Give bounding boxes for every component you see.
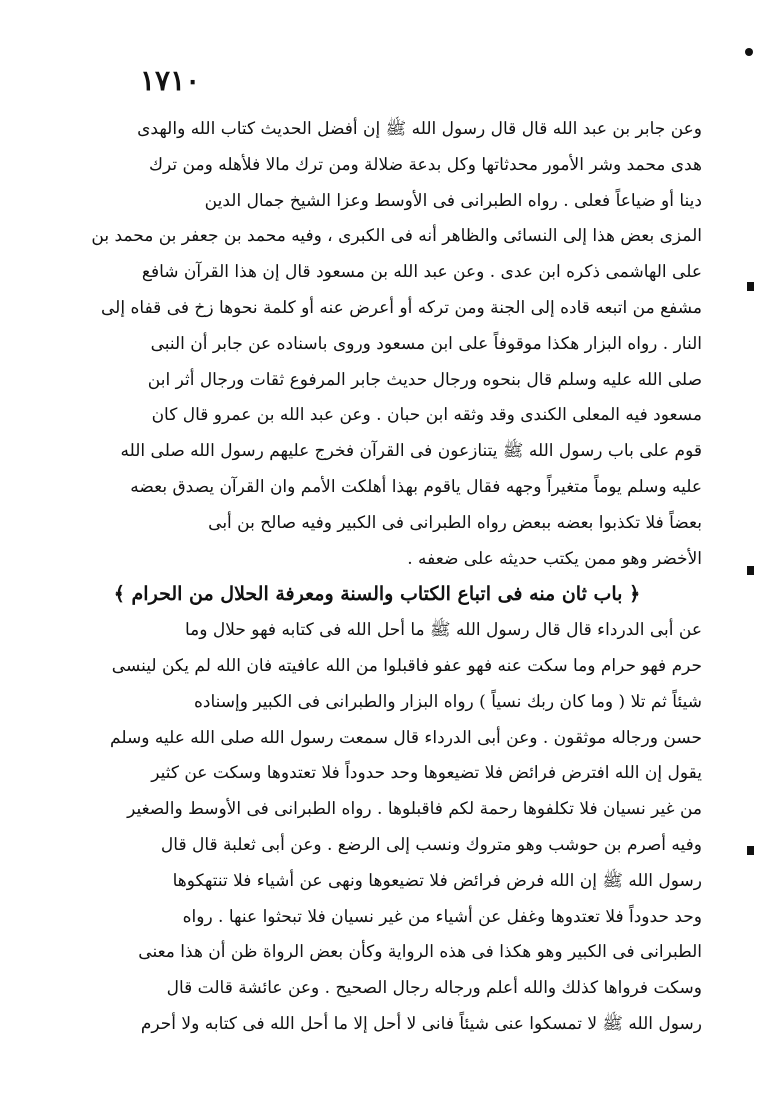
text-line: على الهاشمى ذكره ابن عدى . وعن عبد الله بن مسعود قال إن هذا القرآن شافع (141, 262, 702, 283)
text-line: وسكت فرواها كذلك والله أعلم ورجاله رجال الصحيح . وعن عائشة قالت قال (166, 978, 702, 999)
text-line: دينا أو ضياعاً فعلى . رواه الطبرانى فى الأوسط وعزا الشيخ جمال الدين (204, 190, 702, 211)
text-line: من غير نسيان فلا تكلفوها رحمة لكم فاقبلوها . رواه الطبرانى فى الأوسط والصغير (127, 799, 702, 820)
text-line: قوم على باب رسول الله ﷺ يتنازعون فى القرآن فخرج عليهم رسول الله صلى الله (120, 441, 702, 462)
scan-mark (747, 566, 754, 575)
text-line: حسن ورجاله موثقون . وعن أبى الدرداء قال سمعت رسول الله صلى الله عليه وسلم (110, 727, 702, 748)
text-line: هدى محمد وشر الأمور محدثاتها وكل بدعة ضلالة ومن ترك مالا فلأهله ومن ترك (149, 154, 702, 175)
text-line: حرم فهو حرام وما سكت عنه فهو عفو فاقبلوا من الله عافيته فان الله لم يكن لينسى (111, 655, 702, 676)
text-line: وفيه أصرم بن حوشب وهو متروك ونسب إلى الرضع . وعن أبى ثعلبة قال قال (160, 834, 702, 855)
text-line: وعن جابر بن عبد الله قال قال رسول الله ﷺ إن أفضل الحديث كتاب الله والهدى (137, 119, 702, 139)
text-line: الطبرانى فى الكبير وهو هكذا فى هذه الرواية وكأن بعض الرواة ظن أن هذا معنى (138, 942, 702, 963)
text-line: المزى بعض هذا إلى النسائى والظاهر أنه فى الكبرى ، وفيه محمد بن جعفر بن محمد بن (91, 226, 702, 247)
page-text (52, 112, 702, 1043)
scan-mark (747, 846, 754, 855)
text-line: مشفع من اتبعه قاده إلى الجنة ومن تركه أو أعرض عنه أو كلمة نحوها زخ فى قفاه إلى (101, 297, 702, 318)
text-line: مسعود فيه المعلى الكندى وقد وثقه ابن حبان . وعن عبد الله بن عمرو قال كان (151, 405, 702, 426)
text-line: صلى الله عليه وسلم قال بنحوه ورجال حديث جابر المرفوع ثقات ورجال أثر ابن (147, 369, 702, 390)
text-line: النار . رواه البزار هكذا موقوفاً على ابن مسعود وروى باسناده عن جابر أن النبى (150, 333, 702, 354)
chapter-heading: ﴿ باب ثان منه فى اتباع الكتاب والسنة ومعرفة الحلال من الحرام ﴾ (113, 583, 641, 606)
text-line: عليه وسلم يوماً متغيراً وجهه فقال ياقوم بهذا أهلكت الأمم وان القرآن يصدق بعضه (130, 476, 702, 497)
text-line: الأخضر وهو ممن يكتب حديثه على ضعفه . (407, 548, 702, 569)
scan-mark (745, 48, 753, 56)
page-number: ١٧١٠ (140, 64, 201, 97)
text-line: رسول الله ﷺ إن الله فرض فرائض فلا تضيعوها ونهى عن أشياء فلا تنتهكوها (172, 870, 702, 891)
text-line: يقول إن الله افترض فرائض فلا تضيعوها وحد حدوداً فلا تعتدوها وسكت عن كثير (151, 763, 702, 784)
scan-mark (747, 282, 754, 291)
text-line: وحد حدوداً فلا تعتدوها وغفل عن أشياء من غير نسيان فلا تبحثوا عنها . رواه (182, 906, 702, 927)
text-line: بعضاً فلا تكذبوا بعضه ببعض رواه الطبرانى فى الكبير وفيه صالح بن أبى (208, 512, 702, 533)
text-line: شيئاً ثم تلا ( وما كان ربك نسياً ) رواه البزار والطبرانى فى الكبير وإسناده (193, 691, 702, 712)
text-line: عن أبى الدرداء قال قال رسول الله ﷺ ما أحل الله فى كتابه فهو حلال وما (185, 620, 702, 641)
text-line: رسول الله ﷺ لا تمسكوا عنى شيئاً فانى لا أحل إلا ما أحل الله فى كتابه ولا أحرم (140, 1013, 702, 1034)
